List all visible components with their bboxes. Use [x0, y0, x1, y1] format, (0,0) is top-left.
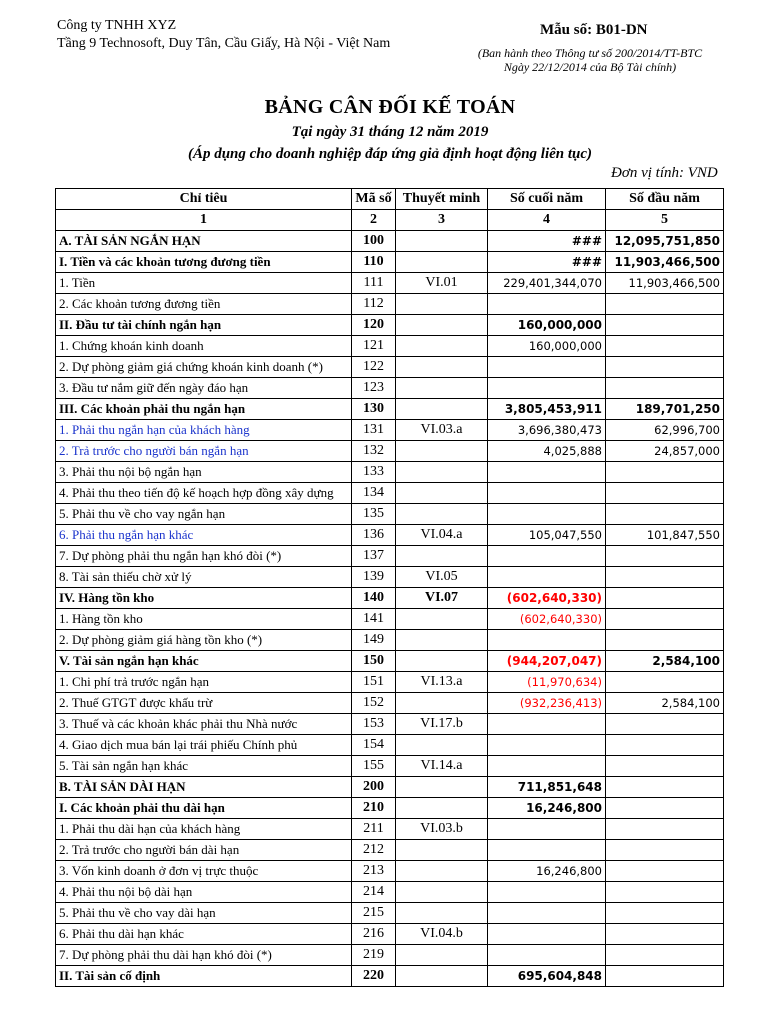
- row-end-year-value: [488, 735, 606, 756]
- column-number: 3: [396, 210, 488, 231]
- row-end-year-value: [488, 378, 606, 399]
- row-code: 214: [352, 882, 396, 903]
- table-column-number-row: [56, 210, 724, 231]
- row-label: 3. Đầu tư nắm giữ đến ngày đáo hạn: [56, 378, 352, 399]
- row-begin-year-value: 2,584,100: [606, 651, 724, 672]
- row-label: 1. Tiền: [56, 273, 352, 294]
- row-begin-year-value: [606, 777, 724, 798]
- row-note: [396, 294, 488, 315]
- row-code: 210: [352, 798, 396, 819]
- row-begin-year-value: [606, 756, 724, 777]
- row-code: 100: [352, 231, 396, 252]
- row-begin-year-value: 11,903,466,500: [606, 273, 724, 294]
- table-row: [56, 651, 724, 672]
- row-end-year-value: ###: [488, 231, 606, 252]
- row-label: 3. Vốn kinh doanh ở đơn vị trực thuộc: [56, 861, 352, 882]
- row-end-year-value: 16,246,800: [488, 798, 606, 819]
- row-end-year-value: (602,640,330): [488, 588, 606, 609]
- table-row: [56, 231, 724, 252]
- row-code: 200: [352, 777, 396, 798]
- row-note: [396, 651, 488, 672]
- row-begin-year-value: [606, 336, 724, 357]
- row-label: 2. Các khoản tương đương tiền: [56, 294, 352, 315]
- table-row: [56, 798, 724, 819]
- company-name: Công ty TNHH XYZ: [57, 18, 177, 33]
- table-row: [56, 819, 724, 840]
- table-row: [56, 420, 724, 441]
- row-code: 216: [352, 924, 396, 945]
- table-row: [56, 567, 724, 588]
- row-label: 2. Trả trước cho người bán ngắn hạn: [56, 441, 352, 462]
- row-note: [396, 315, 488, 336]
- row-label: 5. Phải thu về cho vay dài hạn: [56, 903, 352, 924]
- row-note: [396, 357, 488, 378]
- row-end-year-value: [488, 294, 606, 315]
- row-label: I. Các khoản phải thu dài hạn: [56, 798, 352, 819]
- row-begin-year-value: [606, 357, 724, 378]
- table-row: [56, 609, 724, 630]
- row-code: 151: [352, 672, 396, 693]
- table-row: [56, 945, 724, 966]
- row-code: 137: [352, 546, 396, 567]
- row-begin-year-value: [606, 966, 724, 987]
- table-row: [56, 693, 724, 714]
- row-end-year-value: [488, 462, 606, 483]
- row-begin-year-value: 12,095,751,850: [606, 231, 724, 252]
- table-row: [56, 882, 724, 903]
- company-header: [57, 17, 390, 53]
- row-begin-year-value: [606, 483, 724, 504]
- row-end-year-value: [488, 504, 606, 525]
- row-end-year-value: 3,696,380,473: [488, 420, 606, 441]
- row-label: 7. Dự phòng phải thu dài hạn khó đòi (*): [56, 945, 352, 966]
- row-label: 3. Thuế và các khoản khác phải thu Nhà nước: [56, 714, 352, 735]
- row-label: 1. Hàng tồn kho: [56, 609, 352, 630]
- row-code: 136: [352, 525, 396, 546]
- table-row: [56, 903, 724, 924]
- row-label: IV. Hàng tồn kho: [56, 588, 352, 609]
- row-label: 2. Dự phòng giảm giá chứng khoán kinh doanh (*): [56, 357, 352, 378]
- row-label: B. TÀI SẢN DÀI HẠN: [56, 777, 352, 798]
- header-begin-year: Số đầu năm: [606, 189, 724, 210]
- row-end-year-value: [488, 630, 606, 651]
- row-begin-year-value: [606, 630, 724, 651]
- row-code: 120: [352, 315, 396, 336]
- row-begin-year-value: [606, 672, 724, 693]
- row-code: 111: [352, 273, 396, 294]
- row-code: 152: [352, 693, 396, 714]
- row-note: VI.03.b: [396, 819, 488, 840]
- table-row: [56, 315, 724, 336]
- row-label: 8. Tài sản thiếu chờ xử lý: [56, 567, 352, 588]
- table-row: [56, 966, 724, 987]
- row-begin-year-value: 101,847,550: [606, 525, 724, 546]
- table-row: [56, 672, 724, 693]
- row-begin-year-value: 11,903,466,500: [606, 252, 724, 273]
- row-label: 1. Phải thu ngắn hạn của khách hàng: [56, 420, 352, 441]
- row-label: I. Tiền và các khoản tương đương tiền: [56, 252, 352, 273]
- row-end-year-value: [488, 357, 606, 378]
- table-row: [56, 504, 724, 525]
- row-code: 110: [352, 252, 396, 273]
- row-code: 150: [352, 651, 396, 672]
- row-note: VI.05: [396, 567, 488, 588]
- row-label: 5. Tài sản ngắn hạn khác: [56, 756, 352, 777]
- row-end-year-value: 695,604,848: [488, 966, 606, 987]
- row-end-year-value: [488, 546, 606, 567]
- form-code: Mẫu số: B01-DN: [540, 22, 648, 38]
- row-label: 4. Phải thu theo tiến độ kế hoạch hợp đồng xây dựng: [56, 483, 352, 504]
- row-begin-year-value: [606, 315, 724, 336]
- table-row: [56, 441, 724, 462]
- row-note: [396, 378, 488, 399]
- row-code: 215: [352, 903, 396, 924]
- row-begin-year-value: [606, 588, 724, 609]
- row-begin-year-value: [606, 714, 724, 735]
- row-end-year-value: [488, 714, 606, 735]
- row-end-year-value: (944,207,047): [488, 651, 606, 672]
- row-end-year-value: 16,246,800: [488, 861, 606, 882]
- row-label: 2. Thuế GTGT được khấu trừ: [56, 693, 352, 714]
- form-note-line2: Ngày 22/12/2014 của Bộ Tài chính): [503, 60, 677, 74]
- row-code: 141: [352, 609, 396, 630]
- row-note: [396, 252, 488, 273]
- row-code: 211: [352, 819, 396, 840]
- row-note: [396, 546, 488, 567]
- report-title: BẢNG CÂN ĐỐI KẾ TOÁN: [264, 96, 516, 118]
- row-label: 4. Phải thu nội bộ dài hạn: [56, 882, 352, 903]
- row-end-year-value: [488, 819, 606, 840]
- row-begin-year-value: [606, 546, 724, 567]
- row-note: [396, 693, 488, 714]
- header-indicator: Chỉ tiêu: [56, 189, 352, 210]
- row-note: [396, 882, 488, 903]
- table-row: [56, 378, 724, 399]
- row-end-year-value: 160,000,000: [488, 315, 606, 336]
- row-end-year-value: ###: [488, 252, 606, 273]
- row-note: [396, 462, 488, 483]
- row-label: A. TÀI SẢN NGẮN HẠN: [56, 231, 352, 252]
- row-begin-year-value: [606, 567, 724, 588]
- row-note: VI.04.a: [396, 525, 488, 546]
- row-code: 132: [352, 441, 396, 462]
- row-begin-year-value: [606, 609, 724, 630]
- row-begin-year-value: [606, 378, 724, 399]
- row-code: 220: [352, 966, 396, 987]
- table-row: [56, 357, 724, 378]
- row-begin-year-value: [606, 462, 724, 483]
- row-end-year-value: [488, 924, 606, 945]
- row-label: 5. Phải thu về cho vay ngắn hạn: [56, 504, 352, 525]
- row-label: 2. Trả trước cho người bán dài hạn: [56, 840, 352, 861]
- table-body: [56, 231, 724, 987]
- row-begin-year-value: [606, 735, 724, 756]
- row-note: VI.17.b: [396, 714, 488, 735]
- row-begin-year-value: 189,701,250: [606, 399, 724, 420]
- row-begin-year-value: [606, 840, 724, 861]
- row-label: 1. Chi phí trả trước ngắn hạn: [56, 672, 352, 693]
- row-end-year-value: 105,047,550: [488, 525, 606, 546]
- row-end-year-value: (602,640,330): [488, 609, 606, 630]
- row-note: VI.01: [396, 273, 488, 294]
- row-note: [396, 630, 488, 651]
- row-note: [396, 441, 488, 462]
- row-note: VI.07: [396, 588, 488, 609]
- column-number: 4: [488, 210, 606, 231]
- row-end-year-value: (932,236,413): [488, 693, 606, 714]
- balance-sheet-table: [55, 188, 724, 987]
- row-note: [396, 840, 488, 861]
- column-number: 5: [606, 210, 724, 231]
- row-code: 133: [352, 462, 396, 483]
- row-note: [396, 336, 488, 357]
- row-begin-year-value: [606, 945, 724, 966]
- table-row: [56, 399, 724, 420]
- table-row: [56, 525, 724, 546]
- row-begin-year-value: [606, 903, 724, 924]
- table-row: [56, 840, 724, 861]
- row-end-year-value: [488, 483, 606, 504]
- row-end-year-value: [488, 903, 606, 924]
- row-label: 7. Dự phòng phải thu ngắn hạn khó đòi (*): [56, 546, 352, 567]
- table-row: [56, 252, 724, 273]
- row-note: [396, 483, 488, 504]
- row-end-year-value: 3,805,453,911: [488, 399, 606, 420]
- row-end-year-value: 229,401,344,070: [488, 273, 606, 294]
- row-note: VI.13.a: [396, 672, 488, 693]
- row-note: [396, 861, 488, 882]
- row-begin-year-value: [606, 798, 724, 819]
- row-code: 131: [352, 420, 396, 441]
- row-label: 6. Phải thu ngắn hạn khác: [56, 525, 352, 546]
- row-label: 2. Dự phòng giảm giá hàng tồn kho (*): [56, 630, 352, 651]
- row-begin-year-value: [606, 861, 724, 882]
- row-label: II. Tài sản cố định: [56, 966, 352, 987]
- row-begin-year-value: [606, 819, 724, 840]
- header-note: Thuyết minh: [396, 189, 488, 210]
- row-label: 1. Phải thu dài hạn của khách hàng: [56, 819, 352, 840]
- row-begin-year-value: [606, 504, 724, 525]
- row-label: 6. Phải thu dài hạn khác: [56, 924, 352, 945]
- row-begin-year-value: 62,996,700: [606, 420, 724, 441]
- row-note: [396, 504, 488, 525]
- header-code: Mã số: [352, 189, 396, 210]
- row-note: VI.04.b: [396, 924, 488, 945]
- form-note-line1: (Ban hành theo Thông tư số 200/2014/TT-BTC: [477, 46, 703, 60]
- row-code: 130: [352, 399, 396, 420]
- row-note: [396, 735, 488, 756]
- table-row: [56, 588, 724, 609]
- currency-unit: Đơn vị tính: VND: [611, 165, 718, 181]
- row-code: 212: [352, 840, 396, 861]
- row-code: 112: [352, 294, 396, 315]
- table-row: [56, 924, 724, 945]
- table-row: [56, 273, 724, 294]
- row-note: VI.03.a: [396, 420, 488, 441]
- form-regulation-note: [440, 46, 740, 74]
- column-number: 2: [352, 210, 396, 231]
- row-note: [396, 798, 488, 819]
- row-note: [396, 231, 488, 252]
- header-end-year: Số cuối năm: [488, 189, 606, 210]
- table-row: [56, 777, 724, 798]
- table-row: [56, 462, 724, 483]
- row-code: 140: [352, 588, 396, 609]
- table-row: [56, 630, 724, 651]
- row-code: 134: [352, 483, 396, 504]
- row-begin-year-value: [606, 924, 724, 945]
- row-label: 4. Giao dịch mua bán lại trái phiếu Chính phủ: [56, 735, 352, 756]
- row-code: 155: [352, 756, 396, 777]
- row-begin-year-value: [606, 294, 724, 315]
- row-label: 3. Phải thu nội bộ ngắn hạn: [56, 462, 352, 483]
- row-code: 149: [352, 630, 396, 651]
- row-note: [396, 903, 488, 924]
- row-label: 1. Chứng khoán kinh doanh: [56, 336, 352, 357]
- row-code: 213: [352, 861, 396, 882]
- table-row: [56, 861, 724, 882]
- row-label: V. Tài sản ngắn hạn khác: [56, 651, 352, 672]
- row-note: [396, 945, 488, 966]
- row-code: 219: [352, 945, 396, 966]
- report-basis: (Áp dụng cho doanh nghiệp đáp ứng giả định hoạt động liên tục): [187, 146, 593, 162]
- column-number: 1: [56, 210, 352, 231]
- row-label: II. Đầu tư tài chính ngắn hạn: [56, 315, 352, 336]
- row-end-year-value: [488, 756, 606, 777]
- table-row: [56, 714, 724, 735]
- table-row: [56, 336, 724, 357]
- row-begin-year-value: 24,857,000: [606, 441, 724, 462]
- row-label: III. Các khoản phải thu ngắn hạn: [56, 399, 352, 420]
- row-code: 153: [352, 714, 396, 735]
- row-end-year-value: 160,000,000: [488, 336, 606, 357]
- row-code: 123: [352, 378, 396, 399]
- row-code: 135: [352, 504, 396, 525]
- row-end-year-value: [488, 567, 606, 588]
- report-date: Tại ngày 31 tháng 12 năm 2019: [291, 124, 489, 140]
- row-note: [396, 399, 488, 420]
- company-address: Tầng 9 Technosoft, Duy Tân, Cầu Giấy, Hà Nội - Việt Nam: [57, 36, 391, 51]
- table-header-row: [56, 189, 724, 210]
- row-code: 122: [352, 357, 396, 378]
- row-end-year-value: (11,970,634): [488, 672, 606, 693]
- table-row: [56, 483, 724, 504]
- row-begin-year-value: [606, 882, 724, 903]
- row-note: [396, 609, 488, 630]
- row-note: VI.14.a: [396, 756, 488, 777]
- row-end-year-value: 4,025,888: [488, 441, 606, 462]
- row-code: 139: [352, 567, 396, 588]
- row-end-year-value: [488, 882, 606, 903]
- row-code: 121: [352, 336, 396, 357]
- row-note: [396, 777, 488, 798]
- row-note: [396, 966, 488, 987]
- table-row: [56, 756, 724, 777]
- table-row: [56, 294, 724, 315]
- row-code: 154: [352, 735, 396, 756]
- row-end-year-value: [488, 945, 606, 966]
- table-row: [56, 735, 724, 756]
- row-begin-year-value: 2,584,100: [606, 693, 724, 714]
- row-end-year-value: [488, 840, 606, 861]
- table-row: [56, 546, 724, 567]
- row-end-year-value: 711,851,648: [488, 777, 606, 798]
